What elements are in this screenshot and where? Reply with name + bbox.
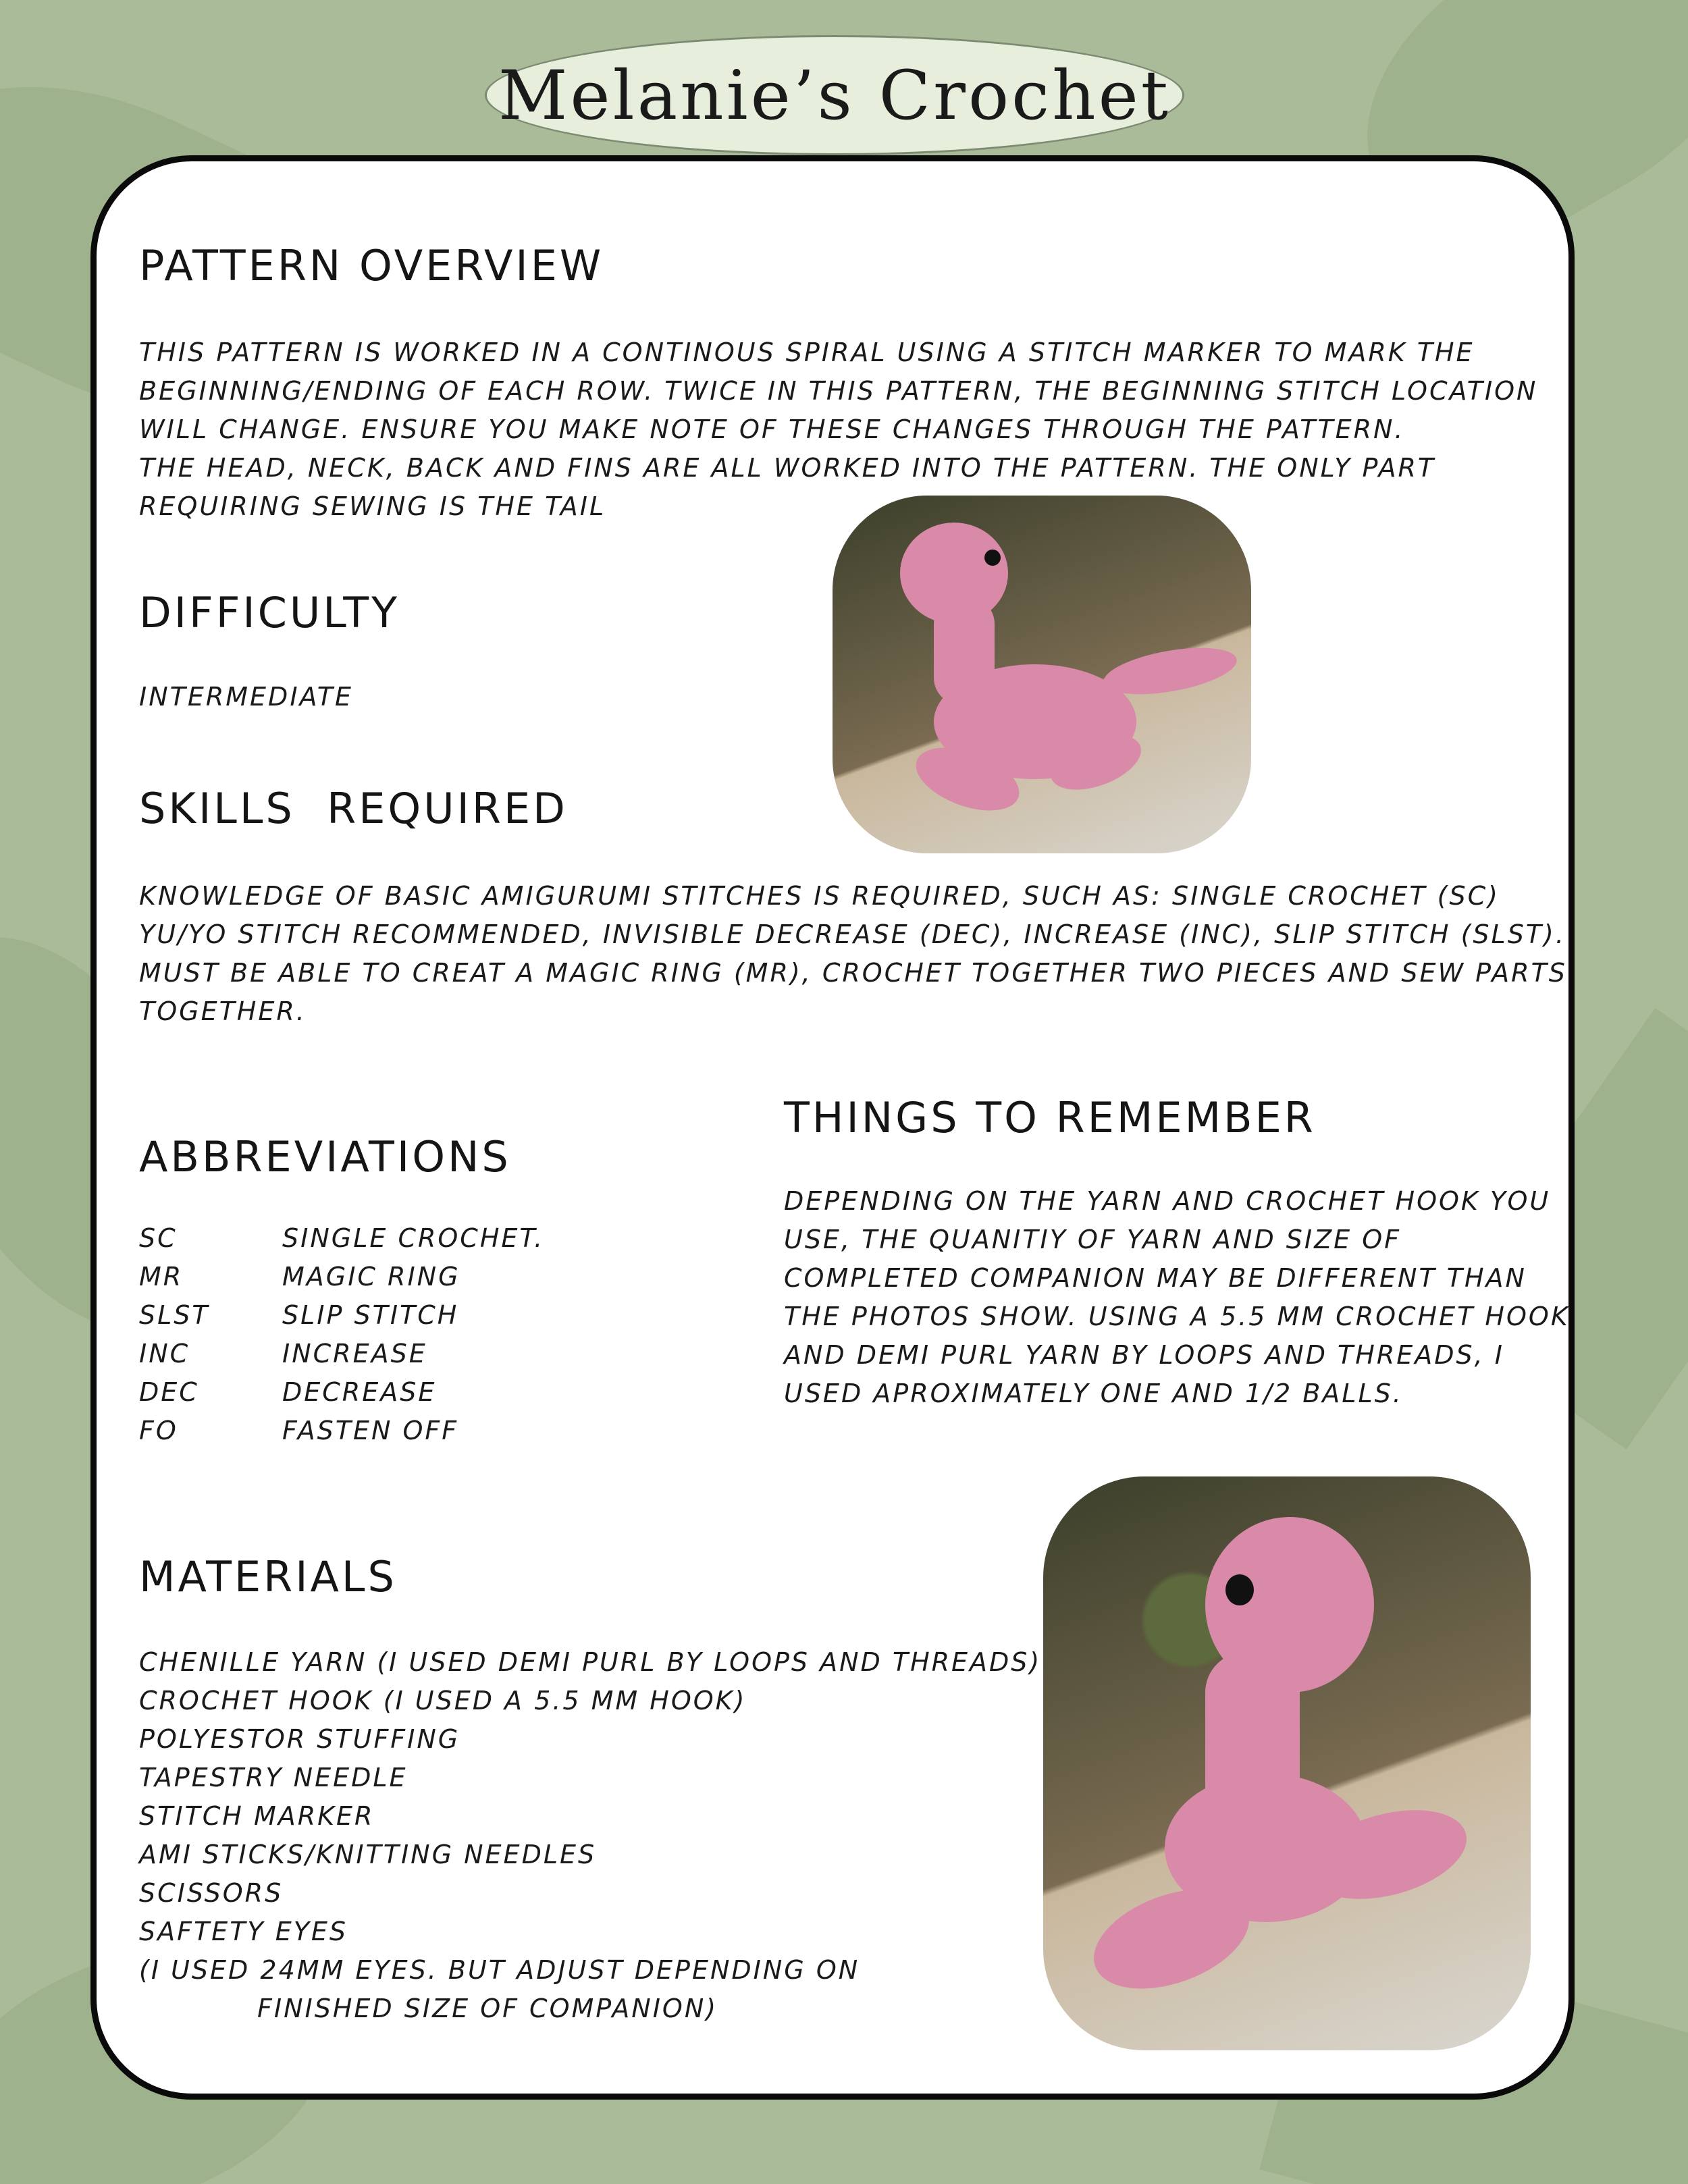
overview-line: THIS PATTERN IS WORKED IN A CONTINOUS SPIRAL USING A STITCH MARKER TO MARK THE	[139, 338, 1475, 367]
remember-text	[784, 1182, 1570, 1413]
remember-line: THE PHOTOS SHOW. USING A 5.5 MM CROCHET HOOK	[784, 1302, 1570, 1331]
page-title-banner	[485, 35, 1184, 155]
overview-text	[139, 334, 1537, 526]
skills-heading: SKILLS REQUIRED	[139, 784, 568, 833]
abbreviation-row	[139, 1258, 544, 1296]
materials-heading: MATERIALS	[139, 1552, 397, 1601]
abbreviation-value: MAGIC RING	[282, 1262, 460, 1291]
abbreviation-key: DEC	[139, 1377, 199, 1407]
abbreviation-value: DECREASE	[282, 1377, 437, 1407]
skills-line: TOGETHER.	[139, 996, 307, 1026]
page-title: Melanie’s Crochet	[498, 55, 1171, 135]
abbreviation-row	[139, 1219, 544, 1258]
abbreviation-row	[139, 1373, 544, 1412]
abbreviation-key: SLST	[139, 1300, 210, 1330]
skills-text	[139, 877, 1567, 1031]
abbreviation-value: SLIP STITCH	[282, 1300, 459, 1330]
material-item: POLYESTOR STUFFING	[139, 1724, 460, 1754]
difficulty-value: INTERMEDIATE	[139, 682, 353, 712]
material-item: (I USED 24MM EYES. BUT ADJUST DEPENDING ON	[139, 1955, 860, 1985]
plush-photo-bottom	[1043, 1476, 1531, 2050]
abbreviation-row	[139, 1296, 544, 1335]
overview-line: REQUIRING SEWING IS THE TAIL	[139, 491, 606, 521]
material-item: AMI STICKS/KNITTING NEEDLES	[139, 1840, 597, 1869]
plush-photo-top	[833, 496, 1251, 853]
remember-line: USED APROXIMATELY ONE AND 1/2 BALLS.	[784, 1379, 1403, 1408]
difficulty-heading: DIFFICULTY	[139, 588, 400, 637]
content-card	[90, 155, 1575, 2100]
remember-line: COMPLETED COMPANION MAY BE DIFFERENT THAN	[784, 1263, 1527, 1293]
abbreviations-heading: ABBREVIATIONS	[139, 1132, 511, 1181]
remember-line: USE, THE QUANITIY OF YARN AND SIZE OF	[784, 1225, 1402, 1254]
abbreviation-key: FO	[139, 1416, 178, 1445]
material-item: SCISSORS	[139, 1878, 284, 1908]
skills-line: MUST BE ABLE TO CREAT A MAGIC RING (MR), CROCHET TOGETHER TWO PIECES AND SEW PARTS	[139, 958, 1567, 988]
material-item: TAPESTRY NEEDLE	[139, 1763, 408, 1792]
abbreviation-value: FASTEN OFF	[282, 1416, 459, 1445]
abbreviation-row	[139, 1412, 544, 1450]
abbreviation-value: SINGLE CROCHET.	[282, 1223, 545, 1253]
overview-line: THE HEAD, NECK, BACK AND FINS ARE ALL WORKED INTO THE PATTERN. THE ONLY PART	[139, 453, 1436, 483]
skills-line: KNOWLEDGE OF BASIC AMIGURUMI STITCHES IS REQUIRED, SUCH AS: SINGLE CROCHET (SC)	[139, 881, 1500, 911]
material-item: FINISHED SIZE OF COMPANION)	[257, 1994, 718, 2023]
material-item: CHENILLE YARN (I USED DEMI PURL BY LOOPS AND THREADS)	[139, 1647, 1042, 1677]
overview-line: BEGINNING/ENDING OF EACH ROW. TWICE IN THIS PATTERN, THE BEGINNING STITCH LOCATION	[139, 376, 1538, 406]
material-item: CROCHET HOOK (I USED A 5.5 MM HOOK)	[139, 1686, 747, 1715]
abbreviation-key: INC	[139, 1339, 190, 1368]
overview-heading: PATTERN OVERVIEW	[139, 241, 604, 290]
remember-heading: THINGS TO REMEMBER	[784, 1093, 1316, 1142]
skills-line: YU/YO STITCH RECOMMENDED, INVISIBLE DECREASE (DEC), INCREASE (INC), SLIP STITCH (SLST).	[139, 920, 1566, 949]
material-item: STITCH MARKER	[139, 1801, 375, 1831]
overview-line: WILL CHANGE. ENSURE YOU MAKE NOTE OF THESE CHANGES THROUGH THE PATTERN.	[139, 415, 1405, 444]
remember-line: AND DEMI PURL YARN BY LOOPS AND THREADS, I	[784, 1340, 1504, 1370]
materials-list	[139, 1643, 1041, 2028]
abbreviations-list	[139, 1219, 544, 1450]
abbreviation-row	[139, 1335, 544, 1373]
remember-line: DEPENDING ON THE YARN AND CROCHET HOOK YOU	[784, 1186, 1551, 1216]
abbreviation-key: MR	[139, 1262, 184, 1291]
abbreviation-value: INCREASE	[282, 1339, 427, 1368]
abbreviation-key: SC	[139, 1223, 178, 1253]
material-item: SAFTETY EYES	[139, 1917, 348, 1946]
